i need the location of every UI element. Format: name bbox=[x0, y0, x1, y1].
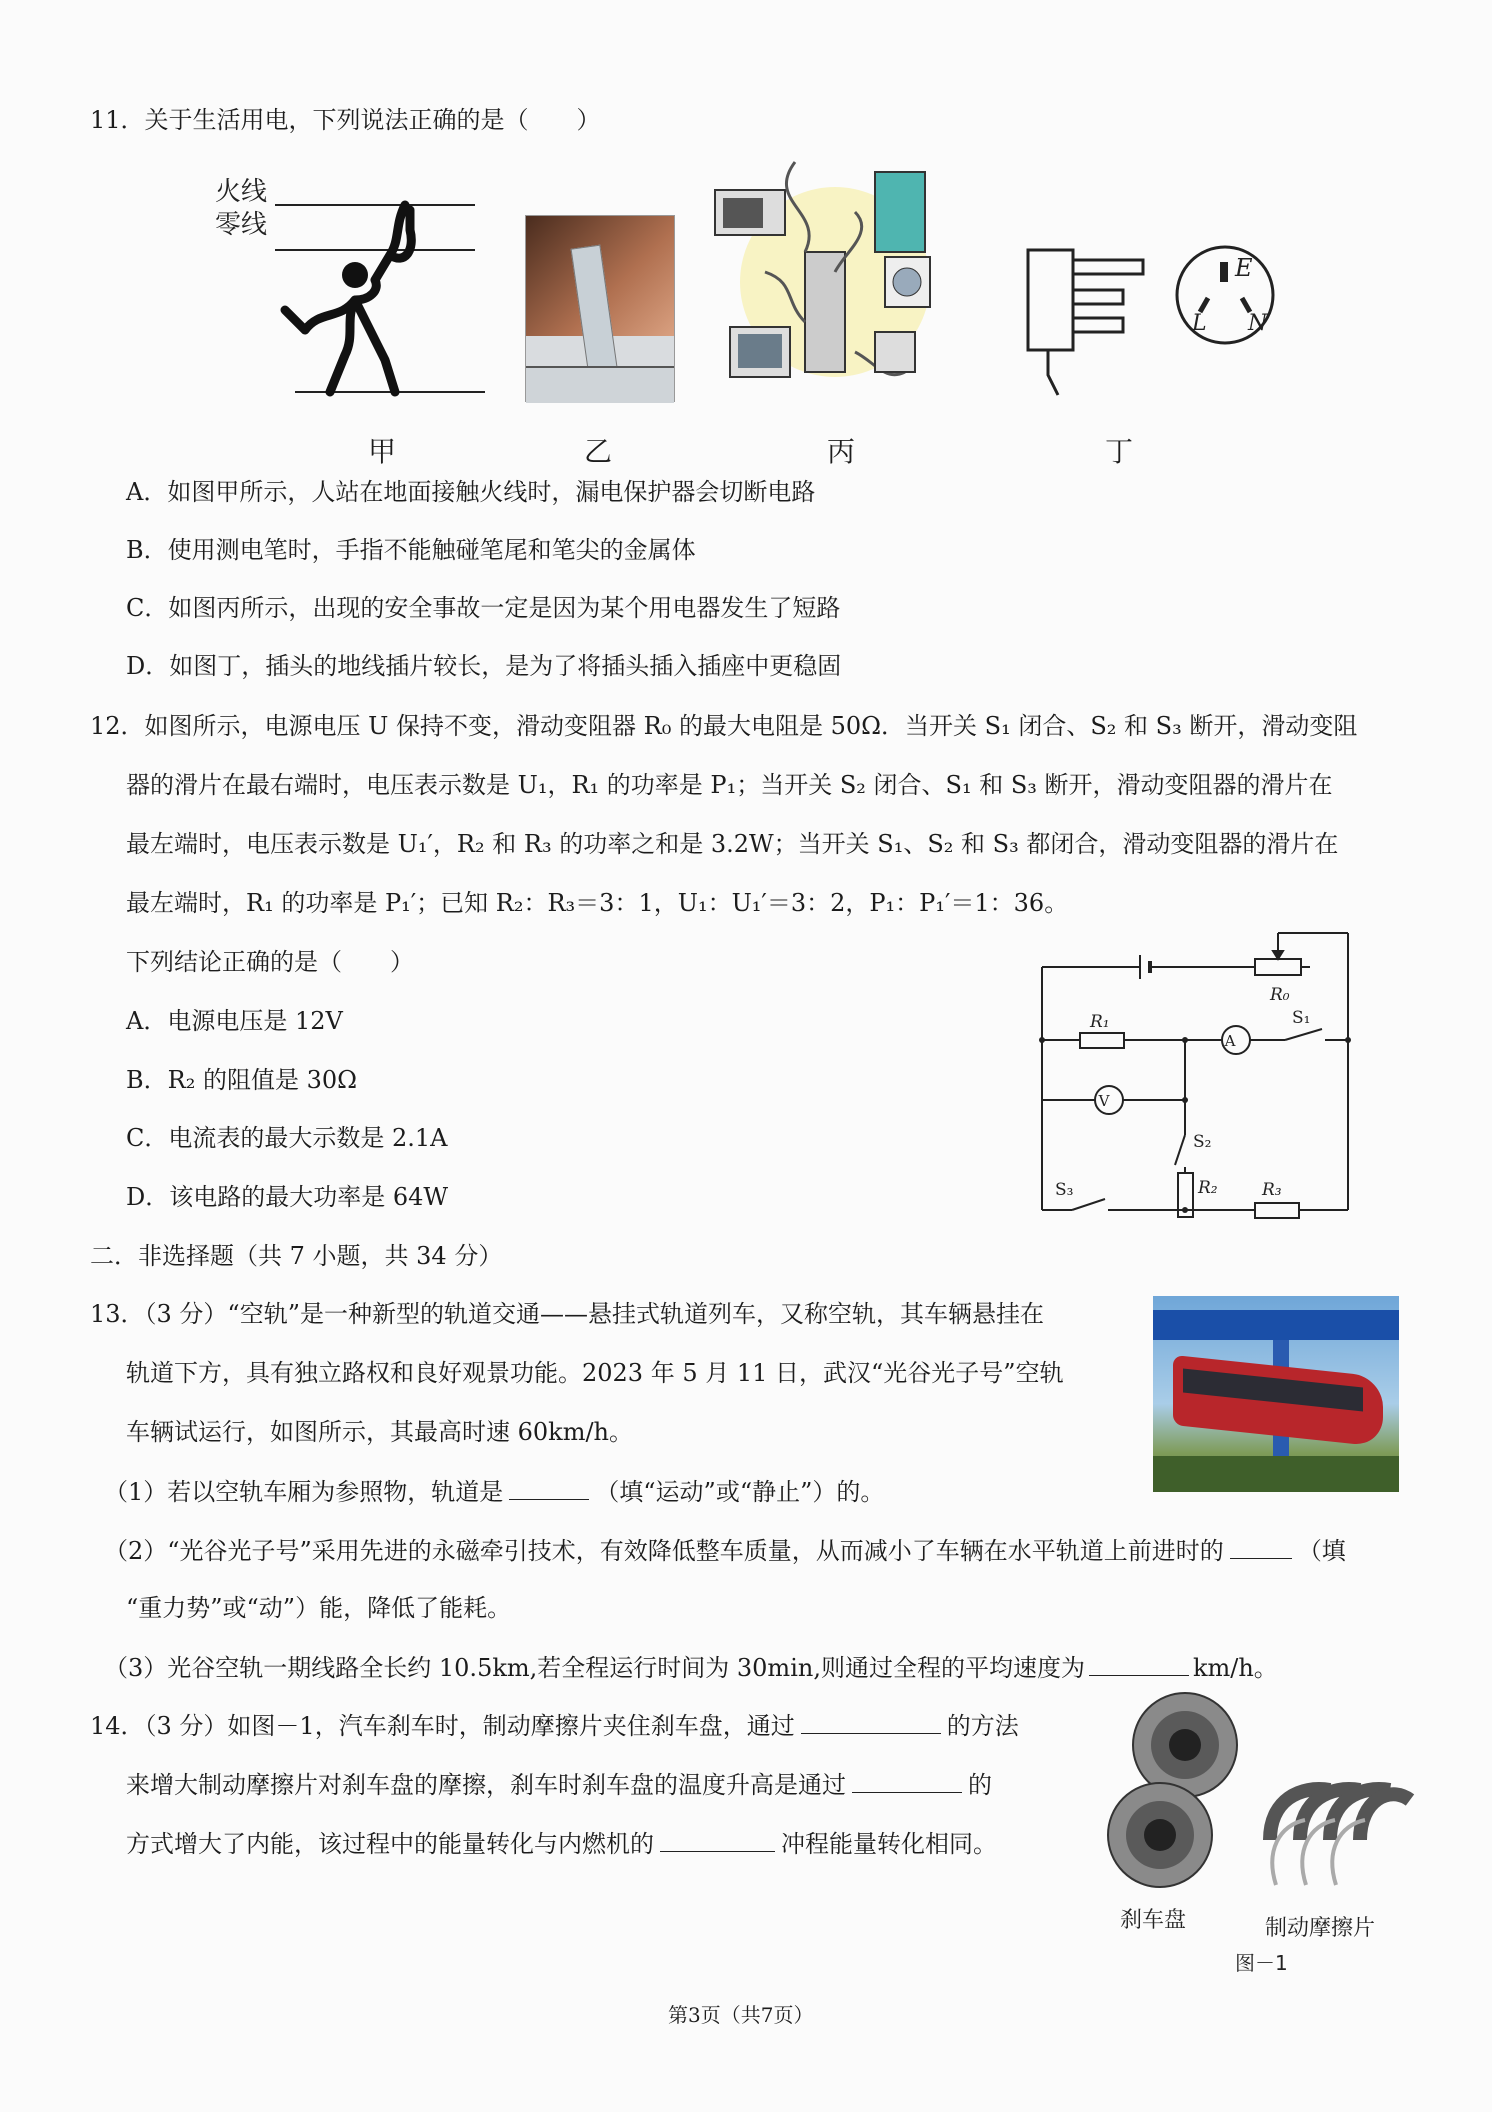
q13-line-2: 轨道下方，具有独立路权和良好观景功能。2023 年 5 月 11 日，武汉“光谷光子号”空轨 bbox=[126, 1359, 1064, 1387]
q12-option-b: B．R₂ 的阻值是 30Ω bbox=[126, 1066, 358, 1094]
r1-label: R₁ bbox=[1090, 1012, 1110, 1032]
q14-line-2: 来增大制动摩擦片对刹车盘的摩擦，刹车时刹车盘的温度升高是通过 的 bbox=[126, 1771, 992, 1799]
ammeter-label: A bbox=[1224, 1032, 1236, 1050]
q12-option-d: D．该电路的最大功率是 64W bbox=[126, 1183, 449, 1211]
q12-line-3: 最左端时，电压表示数是 U₁′，R₂ 和 R₃ 的功率之和是 3.2W；当开关 S₁、S₂ 和 S₃ 都闭合，滑动变阻器的滑片在 bbox=[126, 830, 1339, 858]
q12-line-2: 器的滑片在最右端时，电压表示数是 U₁，R₁ 的功率是 P₁；当开关 S₂ 闭合、S₁ 和 S₃ 断开，滑动变阻器的滑片在 bbox=[126, 771, 1333, 799]
s3-label: S₃ bbox=[1055, 1180, 1074, 1200]
q13-line-3: 车辆试运行，如图所示，其最高时速 60km/h。 bbox=[126, 1418, 634, 1446]
s1-label: S₁ bbox=[1292, 1008, 1311, 1028]
caption-jia: 甲 bbox=[368, 435, 397, 468]
q13-line-1: 13．（3 分）“空轨”是一种新型的轨道交通——悬挂式轨道列车，又称空轨，其车辆悬挂在 bbox=[90, 1300, 1044, 1328]
caption-ding: 丁 bbox=[1105, 435, 1134, 468]
socket-n-label: N bbox=[1248, 311, 1268, 336]
q11-option-b: B．使用测电笔时，手指不能触碰笔尾和笔尖的金属体 bbox=[126, 536, 696, 564]
figure-bing bbox=[705, 152, 945, 402]
voltmeter-label: V bbox=[1098, 1092, 1110, 1110]
q12-line-4: 最左端时，R₁ 的功率是 P₁′；已知 R₂：R₃＝3：1，U₁：U₁′＝3：2，P₁：P₁′＝1：36。 bbox=[126, 889, 1069, 917]
section-2-heading: 二．非选择题（共 7 小题，共 34 分） bbox=[90, 1242, 503, 1270]
socket-e-label: E bbox=[1235, 254, 1253, 282]
circuit-diagram bbox=[1030, 925, 1360, 1225]
q14-line-1: 14．（3 分）如图－1，汽车刹车时，制动摩擦片夹住刹车盘，通过 的方法 bbox=[90, 1712, 1019, 1740]
brake-figure bbox=[1090, 1690, 1420, 1980]
figure-ding bbox=[1020, 240, 1290, 400]
r2-label: R₂ bbox=[1198, 1178, 1218, 1198]
live-wire-label: 火线 bbox=[215, 177, 268, 207]
figure-jia bbox=[205, 170, 495, 400]
q13-sub-2: （2）“光谷光子号”采用先进的永磁牵引技术，有效降低整车质量，从而减小了车辆在水平轨道上前进时的 （填 bbox=[104, 1537, 1346, 1565]
q12-option-a: A．电源电压是 12V bbox=[126, 1007, 343, 1035]
q13-sub-1: （1）若以空轨车厢为参照物，轨道是 （填“运动”或“静止”）的。 bbox=[104, 1478, 885, 1506]
socket-l-label: L bbox=[1192, 311, 1207, 336]
q13-sub-3: （3）光谷空轨一期线路全长约 10.5km,若全程运行时间为 30min,则通过全程的平均速度为 km/h。 bbox=[104, 1654, 1278, 1682]
neutral-wire-label: 零线 bbox=[215, 210, 268, 240]
caption-yi: 乙 bbox=[584, 435, 613, 468]
q13-sub-2-cont: “重力势”或“动”）能，降低了能耗。 bbox=[126, 1594, 512, 1622]
page-footer: 第3页（共7页） bbox=[668, 2003, 814, 2027]
q11-option-a: A．如图甲所示，人站在地面接触火线时，漏电保护器会切断电路 bbox=[126, 478, 816, 506]
brake-pad-label: 制动摩擦片 bbox=[1265, 1916, 1376, 1941]
q11-stem: 11．关于生活用电，下列说法正确的是（ ） bbox=[90, 106, 601, 134]
q12-prompt: 下列结论正确的是（ ） bbox=[126, 948, 414, 976]
figure-1-caption: 图－1 bbox=[1235, 1951, 1288, 1975]
caption-bing: 丙 bbox=[827, 435, 856, 468]
q11-option-c: C．如图丙所示，出现的安全事故一定是因为某个用电器发生了短路 bbox=[126, 594, 841, 622]
r3-label: R₃ bbox=[1262, 1180, 1282, 1200]
q14-line-3: 方式增大了内能，该过程中的能量转化与内燃机的 冲程能量转化相同。 bbox=[126, 1830, 997, 1858]
r0-label: R₀ bbox=[1270, 985, 1290, 1005]
brake-disc-label: 刹车盘 bbox=[1120, 1908, 1187, 1933]
q12-option-c: C．电流表的最大示数是 2.1A bbox=[126, 1124, 448, 1152]
s2-label: S₂ bbox=[1193, 1132, 1212, 1152]
train-photo bbox=[1153, 1296, 1399, 1492]
figure-yi bbox=[525, 215, 675, 402]
q11-option-d: D．如图丁，插头的地线插片较长，是为了将插头插入插座中更稳固 bbox=[126, 652, 842, 680]
q12-line-1: 12．如图所示，电源电压 U 保持不变，滑动变阻器 R₀ 的最大电阻是 50Ω．当开关 S₁ 闭合、S₂ 和 S₃ 断开，滑动变阻 bbox=[90, 712, 1358, 740]
